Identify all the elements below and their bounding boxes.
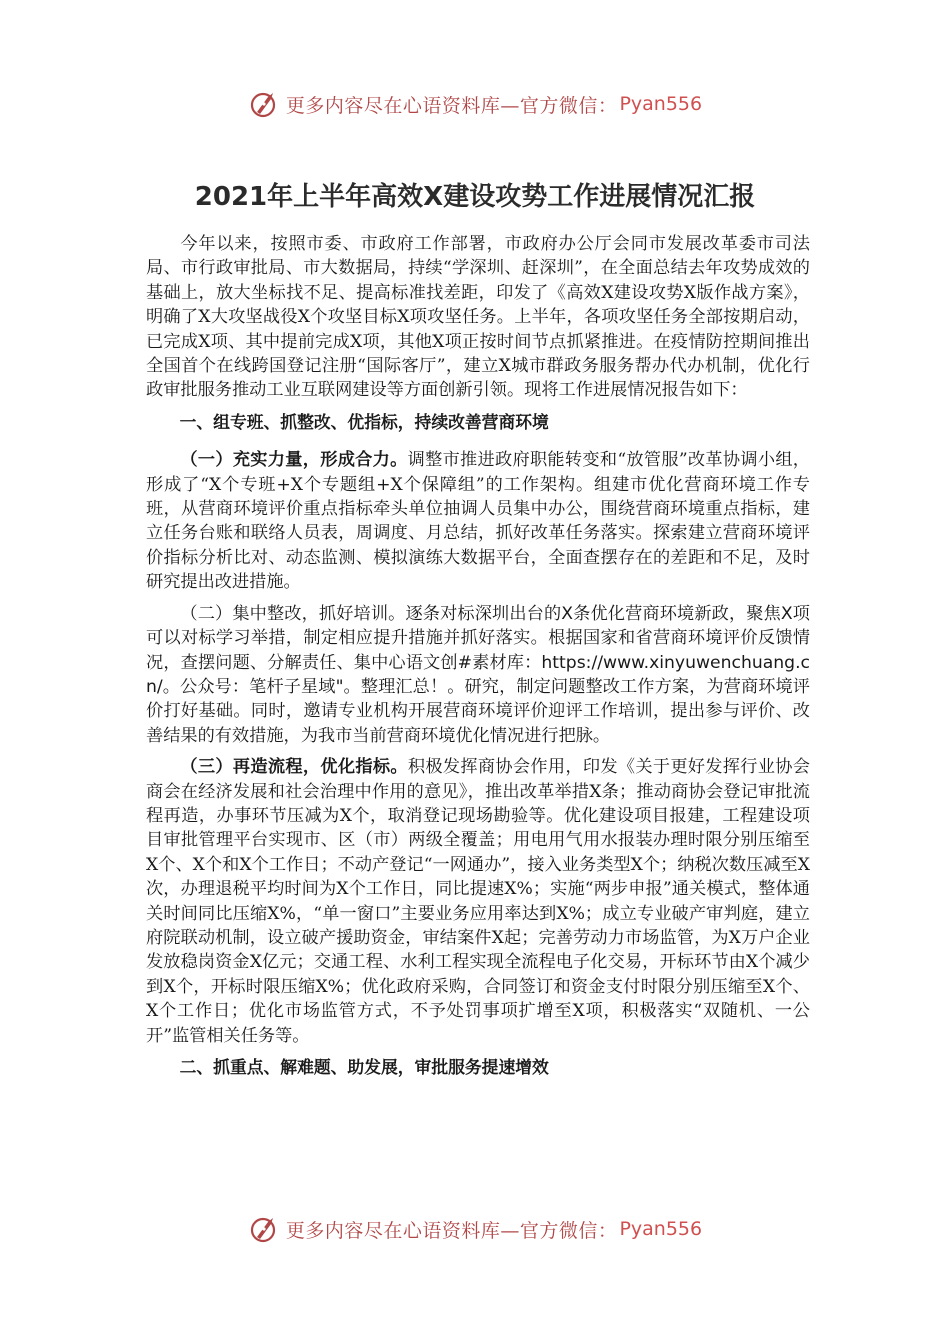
banner-text: 更多内容尽在心语资料库—官方微信： [285, 94, 618, 117]
banner-text: 更多内容尽在心语资料库—官方微信： [285, 1219, 618, 1242]
document-body [146, 232, 810, 1093]
section-1-heading: 一、组专班、抓整改、优指标，持续改善营商环境 [179, 411, 549, 432]
header-banner [0, 84, 950, 124]
footer-banner [0, 1209, 950, 1249]
paragraph-lead: （一）充实力量，形成合力。 [180, 450, 408, 471]
paragraph-body: 积极发挥商协会作用，印发《关于更好发挥行业协会商会在经济发展和社会治理中作用的意见》，推出改革举措X条；推动商协会登记审批流程再造，办事环节压减为X个，取消登记现场勘验等。优化建设项目报建，工程建设项目审批管理平台实现市、区（市）两级全覆盖；用电用气用水报装办理时限分别压缩至X个、X个和X个工作日；不动产登记“一网通办”，接入业务类型X个；纳税次数压减至X次，办理退税平均时间为X个工作日，同比提速X%；实施“两步申报”通关模式，整体通关时间同比压缩X%，“单一窗口”主要业务应用率达到X%；成立专业破产审判庭，建立府院联动机制，设立破产援助资金，审结案件X起；完善劳动力市场监管，为X万户企业发放稳岗资金X亿元；交通工程、水利工程实现全流程电子化交易，开标环节由X个减少到X个，开标时限压缩X%；优化政府采购，合同签订和资金支付时限分别压缩至X个、X个工作日；优化市场监管方式，不予处罚事项扩增至X项，积极落实“双随机、一公开”监管相关任务等。 [146, 757, 810, 1046]
section-2-heading: 二、抓重点、解难题、助发展，审批服务提速增效 [179, 1057, 549, 1077]
section-1-paragraph-2 [146, 602, 810, 748]
intro-paragraph: 今年以来，按照市委、市政府工作部署，市政府办公厅会同市发展改革委市司法局、市行政审批局、市大数据局，持续“学深圳、赶深圳”，在全面总结去年攻势成效的基础上，放大坐标找不足、提高标准找差距，印发了《高效X建设攻势X版作战方案》，明确了X大攻坚战役X个攻坚目标X项攻坚任务。上半年，各项攻坚任务全部按期启动，已完成X项、其中提前完成X项，其他X项正按时间节点抓紧推进。在疫情防控期间推出全国首个在线跨国登记注册“国际客厅”，建立X城市群政务服务帮办代办机制，优化行政审批服务推动工业互联网建设等方面创新引领。现将工作进展情况报告如下： [146, 234, 810, 401]
paragraph-lead: （二）集中整改，抓好培训。 [180, 603, 406, 624]
pen-nib-logo-icon [248, 88, 280, 120]
section-1-paragraph-3 [146, 755, 810, 1048]
paragraph-body: 逐条对标深圳出台的X条优化营商环境新政，聚焦X项可以对标学习举措，制定相应提升措施并抓好落实。根据国家和省营商环境评价反馈情况，查摆问题、分解责任、集中心语文创#素材库：https://www.xinyuwenchuang.cn/。公众号：笔杆子星域"。整理汇总！。研究，制定问题整改工作方案，为营商环境评价打好基础。同时，邀请专业机构开展营商环境评价迎评工作培训，提出参与评价、改善结果的有效措施，为我市当前营商环境优化情况进行把脉。 [146, 603, 810, 746]
section-1-paragraph-1 [146, 448, 810, 594]
document-title: 2021年上半年高效X建设攻势工作进展情况汇报 [194, 182, 756, 212]
banner-wechat-id: Pyan556 [619, 93, 703, 115]
banner-wechat-id: Pyan556 [619, 1218, 703, 1240]
paragraph-lead: （三）再造流程，优化指标。 [180, 757, 408, 778]
paragraph-body: 调整市推进政府职能转变和“放管服”改革协调小组，形成了“X个专班+X个专题组+X个保障组”的工作架构。组建市优化营商环境工作专班，从营商环境评价重点指标牵头单位抽调人员集中办公，围绕营商环境重点指标，建立任务台账和联络人员表，周调度、月总结，抓好改革任务落实。探索建立营商环境评价指标分析比对、动态监测、模拟演练大数据平台，全面查摆存在的差距和不足，及时研究提出改进措施。 [146, 450, 810, 593]
pen-nib-logo-icon [248, 1213, 280, 1245]
